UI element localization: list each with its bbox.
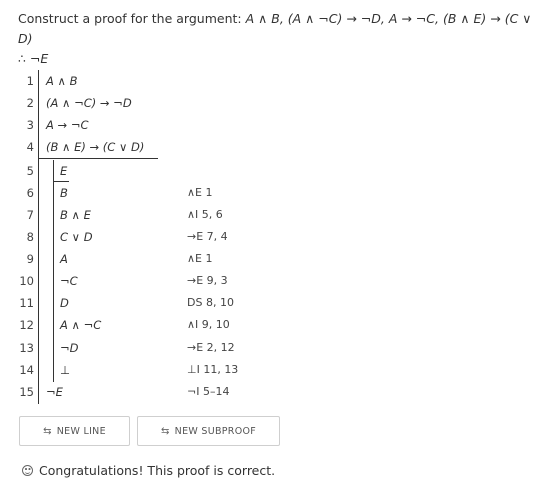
proof-line[interactable]: [0, 270, 540, 292]
new-subproof-button[interactable]: [137, 416, 280, 446]
new-line-button[interactable]: [19, 416, 130, 446]
line-justification[interactable]: ∧I 5, 6: [187, 208, 223, 221]
line-number: 6: [26, 186, 34, 200]
proof-line[interactable]: [0, 314, 540, 336]
line-number: 14: [19, 363, 34, 377]
status-text: Congratulations! This proof is correct.: [39, 463, 276, 478]
line-formula[interactable]: ¬D: [60, 341, 79, 355]
line-number: 12: [19, 318, 34, 332]
proof-line[interactable]: [0, 92, 540, 114]
line-formula[interactable]: ¬C: [60, 274, 78, 288]
line-justification[interactable]: ∧I 9, 10: [187, 318, 230, 331]
line-number: 5: [26, 164, 34, 178]
line-number: 9: [26, 252, 34, 266]
line-number: 3: [26, 118, 34, 132]
question-conclusion: ∴ ¬E: [18, 51, 49, 66]
line-number: 4: [26, 140, 34, 154]
line-formula[interactable]: (B ∧ E) → (C ∨ D): [46, 140, 145, 154]
line-formula[interactable]: D: [60, 296, 69, 310]
line-formula[interactable]: A ∧ B: [46, 74, 78, 88]
line-number: 13: [19, 341, 34, 355]
line-formula[interactable]: E: [60, 164, 68, 178]
line-number: 8: [26, 230, 34, 244]
proof-line[interactable]: [0, 292, 540, 314]
line-formula[interactable]: ⊥: [60, 363, 71, 377]
insert-line-icon: ⇆: [43, 425, 52, 437]
line-justification[interactable]: DS 8, 10: [187, 296, 234, 309]
line-number: 1: [26, 74, 34, 88]
proof-line[interactable]: [0, 381, 540, 403]
proof-line[interactable]: [0, 248, 540, 270]
proof-line[interactable]: [0, 70, 540, 92]
line-number: 7: [26, 208, 34, 222]
line-formula[interactable]: A: [60, 252, 68, 266]
line-formula[interactable]: B ∧ E: [60, 208, 91, 222]
proof-line[interactable]: [0, 160, 540, 182]
question-prompt: [18, 9, 533, 69]
status-message: [22, 463, 275, 478]
proof-line[interactable]: [0, 182, 540, 204]
proof-line[interactable]: [0, 204, 540, 226]
line-formula[interactable]: B: [60, 186, 68, 200]
new-line-label: NEW LINE: [56, 425, 106, 437]
line-number: 2: [26, 96, 34, 110]
line-formula[interactable]: C ∨ D: [60, 230, 93, 244]
smiley-icon: [22, 465, 33, 476]
line-justification[interactable]: ∧E 1: [187, 186, 213, 199]
proof-line[interactable]: [0, 226, 540, 248]
line-number: 10: [19, 274, 34, 288]
line-formula[interactable]: (A ∧ ¬C) → ¬D: [46, 96, 132, 110]
line-number: 11: [19, 296, 34, 310]
line-justification[interactable]: →E 7, 4: [187, 230, 228, 243]
proof-line[interactable]: [0, 337, 540, 359]
premise-separator: [38, 158, 158, 159]
proof-area: [0, 70, 540, 410]
proof-line[interactable]: [0, 359, 540, 381]
line-justification[interactable]: ⊥I 11, 13: [187, 363, 239, 376]
line-justification[interactable]: →E 2, 12: [187, 341, 235, 354]
line-formula[interactable]: A ∧ ¬C: [60, 318, 102, 332]
line-formula[interactable]: A → ¬C: [46, 118, 89, 132]
question-prefix: Construct a proof for the argument:: [18, 11, 246, 26]
insert-subproof-icon: ⇆: [160, 425, 170, 437]
line-justification[interactable]: ¬I 5–14: [187, 385, 230, 398]
line-justification[interactable]: →E 9, 3: [187, 274, 228, 287]
line-number: 15: [19, 385, 34, 399]
question-argument: A ∧ B, (A ∧ ¬C) → ¬D, A → ¬C, (B ∧ E) → (C ∨ D): [18, 11, 532, 46]
proof-line[interactable]: [0, 114, 540, 136]
line-justification[interactable]: ∧E 1: [187, 252, 213, 265]
line-formula[interactable]: ¬E: [46, 385, 63, 399]
new-subproof-label: NEW SUBPROOF: [174, 425, 257, 437]
proof-line[interactable]: [0, 136, 540, 158]
